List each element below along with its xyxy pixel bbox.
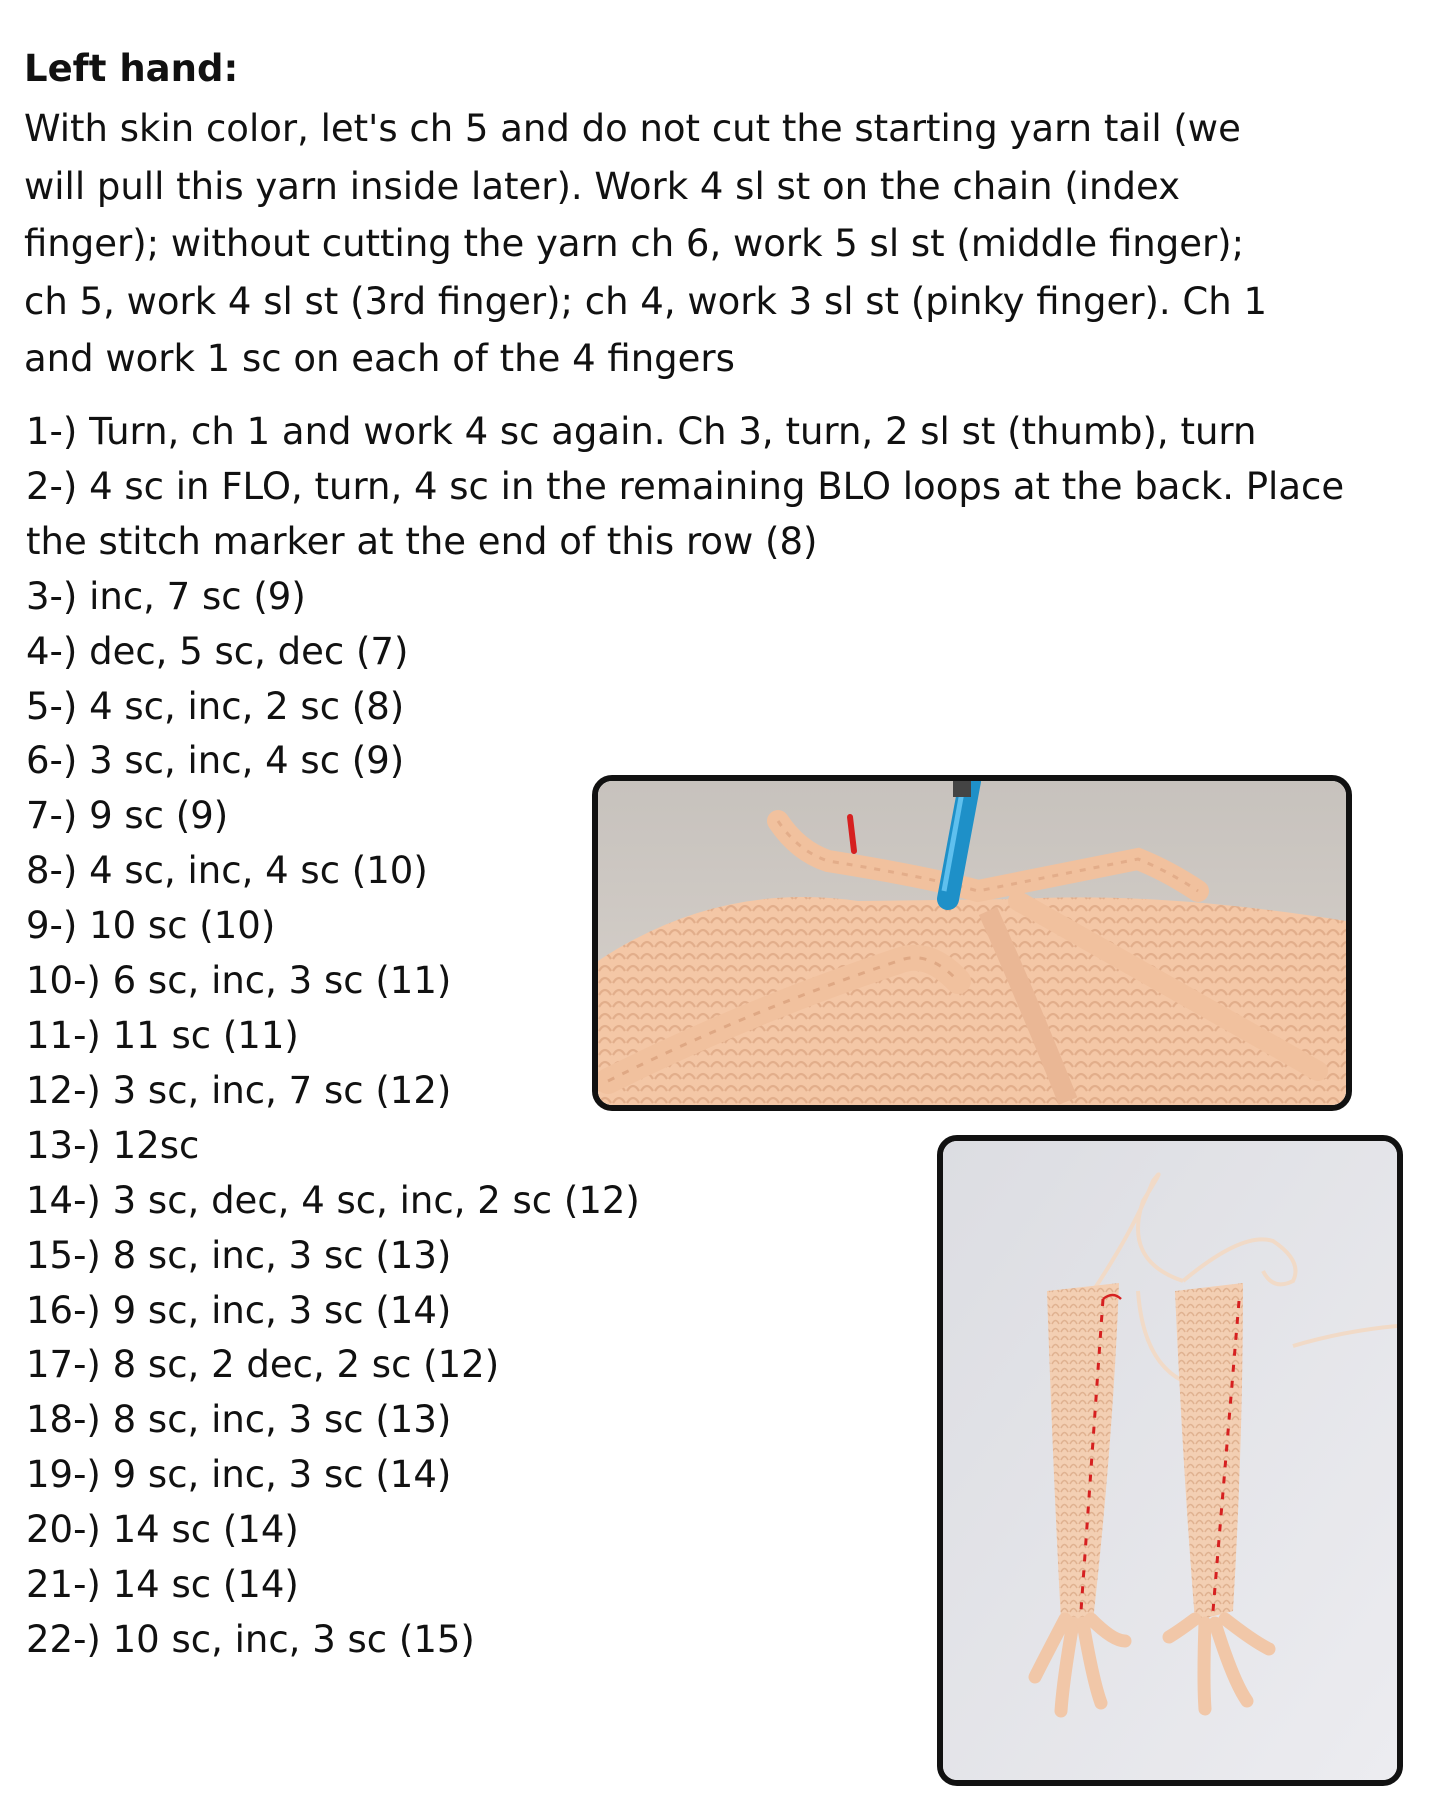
round-line: 9-) 10 sc (10) [26, 904, 276, 948]
round-line: 7-) 9 sc (9) [26, 794, 229, 838]
round-line: 18-) 8 sc, inc, 3 sc (13) [26, 1398, 452, 1442]
round-line: 20-) 14 sc (14) [26, 1508, 299, 1552]
crochet-hand-closeup-photo [592, 775, 1352, 1111]
intro-line: ch 5, work 4 sl st (3rd finger); ch 4, work 3 sl st (pinky finger). Ch 1 [24, 279, 1268, 323]
intro-line: will pull this yarn inside later). Work 4 sl st on the chain (index [24, 164, 1180, 208]
round-line: 1-) Turn, ch 1 and work 4 sc again. Ch 3, turn, 2 sl st (thumb), turn [26, 410, 1257, 453]
round-line: 3-) inc, 7 sc (9) [26, 574, 306, 618]
round-line: the stitch marker at the end of this row (8) [26, 519, 818, 563]
round-line: 14-) 3 sc, dec, 4 sc, inc, 2 sc (12) [26, 1178, 640, 1222]
round-line: 22-) 10 sc, inc, 3 sc (15) [26, 1617, 475, 1661]
round-line: 19-) 9 sc, inc, 3 sc (14) [26, 1453, 452, 1497]
intro-line: finger); without cutting the yarn ch 6, work 5 sl st (middle finger); [24, 222, 1245, 265]
round-line: 10-) 6 sc, inc, 3 sc (11) [26, 959, 452, 1003]
round-line: 5-) 4 sc, inc, 2 sc (8) [26, 684, 405, 728]
crochet-hand-closeup-image [598, 781, 1346, 1105]
crochet-arms-pair-image [943, 1141, 1397, 1780]
round-line: 15-) 8 sc, inc, 3 sc (13) [26, 1233, 452, 1277]
intro-paragraph [24, 100, 1344, 388]
round-line: 21-) 14 sc (14) [26, 1563, 299, 1607]
round-line: 6-) 3 sc, inc, 4 sc (9) [26, 739, 405, 783]
round-line: 8-) 4 sc, inc, 4 sc (10) [26, 849, 428, 893]
round-line: 4-) dec, 5 sc, dec (7) [26, 629, 409, 673]
intro-line: With skin color, let's ch 5 and do not cut the starting yarn tail (we [24, 107, 1241, 150]
crochet-arms-pair-photo [937, 1135, 1403, 1786]
round-line: 2-) 4 sc in FLO, turn, 4 sc in the remaining BLO loops at the back. Place [26, 464, 1345, 508]
round-line: 13-) 12sc [26, 1123, 200, 1167]
round-line: 11-) 11 sc (11) [26, 1013, 299, 1057]
round-line: 12-) 3 sc, inc, 7 sc (12) [26, 1068, 452, 1112]
round-line: 16-) 9 sc, inc, 3 sc (14) [26, 1288, 452, 1332]
round-line: 17-) 8 sc, 2 dec, 2 sc (12) [26, 1343, 500, 1387]
intro-line: and work 1 sc on each of the 4 fingers [24, 337, 735, 380]
section-heading: Left hand: [24, 47, 239, 90]
